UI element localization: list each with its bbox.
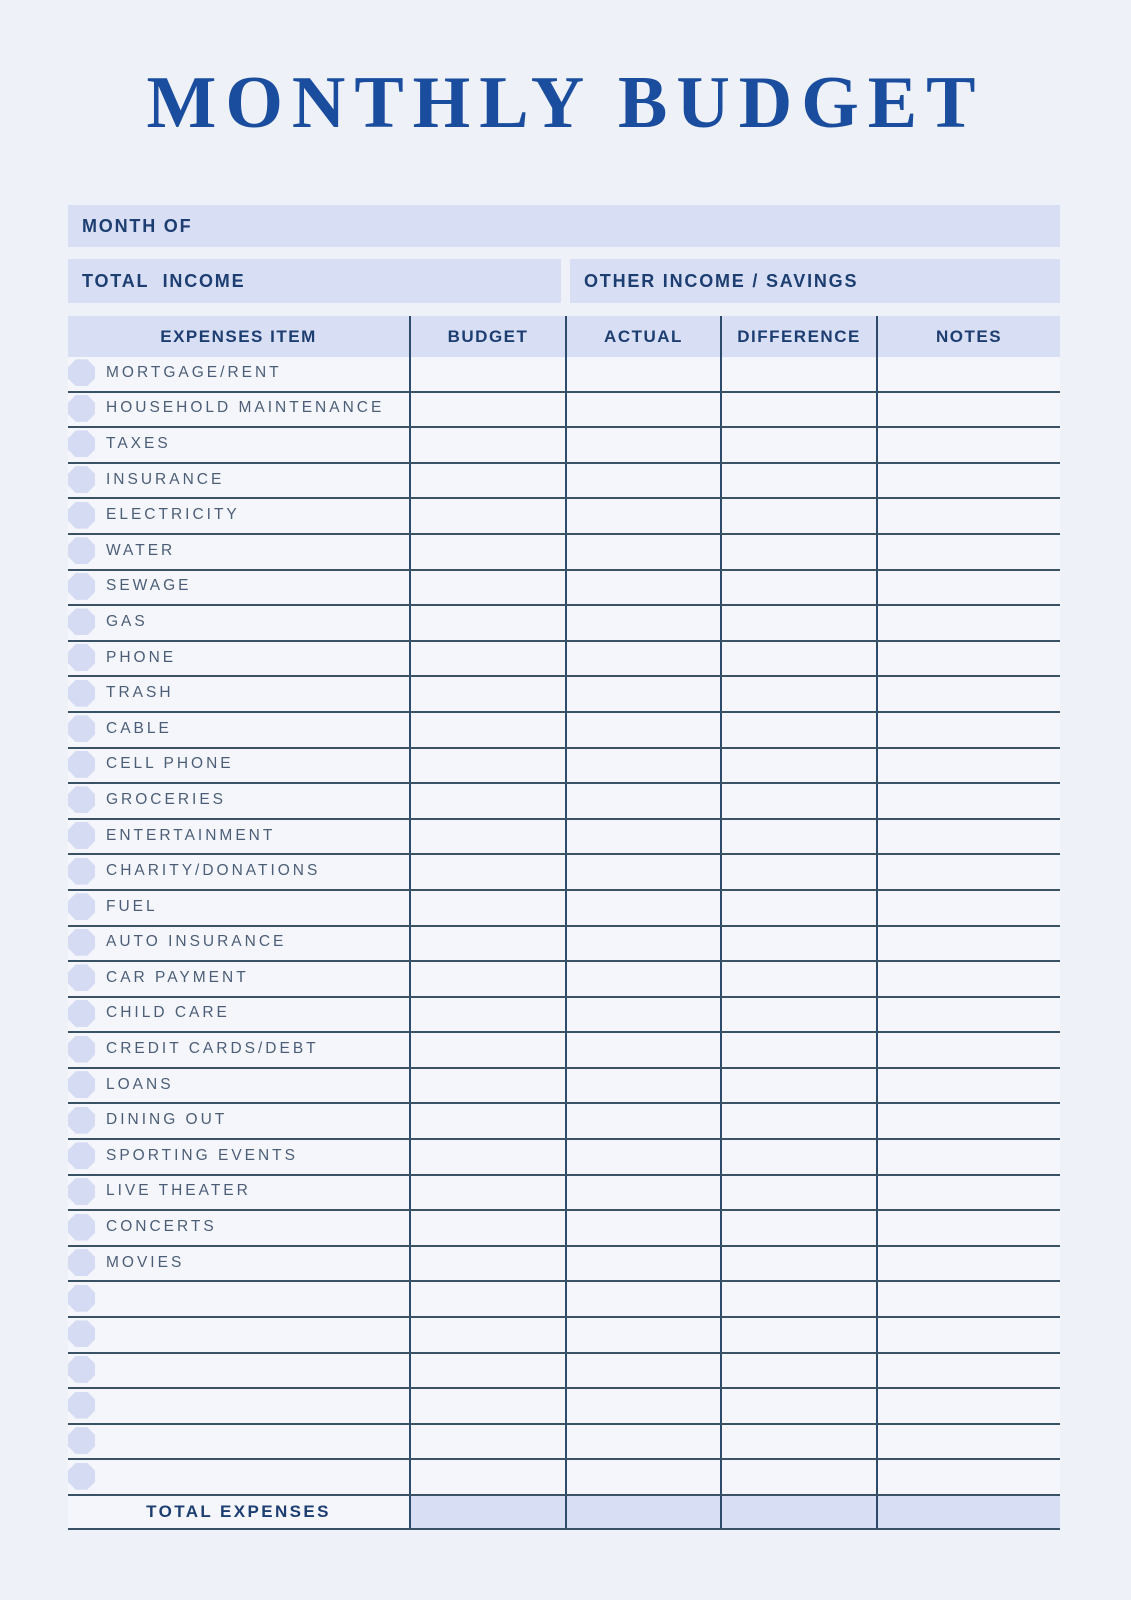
notes-cell[interactable] [876, 820, 1060, 854]
notes-cell[interactable] [876, 571, 1060, 605]
difference-cell[interactable] [720, 998, 876, 1032]
octagon-bullet-icon [68, 751, 95, 778]
notes-cell[interactable] [876, 855, 1060, 889]
actual-cell[interactable] [565, 891, 720, 925]
difference-cell[interactable] [720, 1354, 876, 1388]
actual-cell[interactable] [565, 749, 720, 783]
expense-item-label: ELECTRICITY [106, 506, 240, 524]
difference-cell[interactable] [720, 713, 876, 747]
total-difference-cell[interactable] [720, 1496, 876, 1528]
budget-cell[interactable] [409, 855, 565, 889]
notes-cell[interactable] [876, 606, 1060, 640]
expense-item-label: GROCERIES [106, 790, 227, 808]
expense-item-label: FUEL [106, 897, 158, 915]
octagon-bullet-icon [68, 644, 95, 671]
budget-cell[interactable] [409, 891, 565, 925]
octagon-bullet-icon [68, 1036, 95, 1063]
difference-cell[interactable] [720, 1069, 876, 1103]
actual-cell[interactable] [565, 428, 720, 462]
difference-cell[interactable] [720, 962, 876, 996]
notes-cell[interactable] [876, 677, 1060, 711]
table-row [68, 1247, 1060, 1283]
expense-item-label: CHILD CARE [106, 1004, 230, 1022]
actual-cell[interactable] [565, 1354, 720, 1388]
expense-item-cell [68, 713, 409, 747]
table-header-row [68, 316, 1060, 357]
expense-item-cell [68, 998, 409, 1032]
column-header-notes: NOTES [876, 316, 1060, 357]
table-row [68, 1140, 1060, 1176]
expense-item-label: CAR PAYMENT [106, 968, 249, 986]
budget-cell[interactable] [409, 1389, 565, 1423]
octagon-bullet-icon [68, 1071, 95, 1098]
budget-cell[interactable] [409, 535, 565, 569]
expense-item-cell[interactable] [68, 1389, 409, 1423]
notes-cell[interactable] [876, 1318, 1060, 1352]
budget-cell[interactable] [409, 749, 565, 783]
actual-cell[interactable] [565, 1460, 720, 1494]
actual-cell[interactable] [565, 357, 720, 391]
actual-cell[interactable] [565, 1282, 720, 1316]
difference-cell[interactable] [720, 749, 876, 783]
actual-cell[interactable] [565, 1140, 720, 1174]
budget-cell[interactable] [409, 357, 565, 391]
actual-cell[interactable] [565, 571, 720, 605]
difference-cell[interactable] [720, 1425, 876, 1459]
notes-cell[interactable] [876, 1247, 1060, 1281]
notes-cell[interactable] [876, 1104, 1060, 1138]
budget-cell[interactable] [409, 998, 565, 1032]
column-header-budget: BUDGET [409, 316, 565, 357]
table-row [68, 464, 1060, 500]
octagon-bullet-icon [68, 1285, 95, 1312]
table-row [68, 571, 1060, 607]
budget-cell[interactable] [409, 1282, 565, 1316]
octagon-bullet-icon [68, 359, 95, 386]
actual-cell[interactable] [565, 927, 720, 961]
other-income-savings-label: OTHER INCOME / SAVINGS [584, 270, 859, 291]
actual-cell[interactable] [565, 998, 720, 1032]
expense-item-label: HOUSEHOLD MAINTENANCE [106, 399, 385, 417]
total-actual-cell[interactable] [565, 1496, 720, 1528]
budget-cell[interactable] [409, 1176, 565, 1210]
page-title: MONTHLY BUDGET [146, 62, 985, 144]
difference-cell[interactable] [720, 393, 876, 427]
notes-cell[interactable] [876, 713, 1060, 747]
expense-item-label: CELL PHONE [106, 755, 234, 773]
octagon-bullet-icon [68, 1392, 95, 1419]
budget-cell[interactable] [409, 1247, 565, 1281]
expense-item-cell [68, 1247, 409, 1281]
notes-cell[interactable] [876, 998, 1060, 1032]
expense-item-label: TAXES [106, 434, 171, 452]
difference-cell[interactable] [720, 606, 876, 640]
table-row [68, 749, 1060, 785]
octagon-bullet-icon [68, 964, 95, 991]
expense-item-label: SPORTING EVENTS [106, 1146, 298, 1164]
actual-cell[interactable] [565, 642, 720, 676]
actual-cell[interactable] [565, 820, 720, 854]
table-row [68, 1318, 1060, 1354]
octagon-bullet-icon [68, 430, 95, 457]
table-row [68, 998, 1060, 1034]
notes-cell[interactable] [876, 1033, 1060, 1067]
octagon-bullet-icon [68, 573, 95, 600]
expense-item-cell [68, 606, 409, 640]
budget-cell[interactable] [409, 1354, 565, 1388]
difference-cell[interactable] [720, 1460, 876, 1494]
expense-item-label: DINING OUT [106, 1111, 228, 1129]
octagon-bullet-icon [68, 608, 95, 635]
actual-cell[interactable] [565, 855, 720, 889]
difference-cell[interactable] [720, 1318, 876, 1352]
table-row [68, 1069, 1060, 1105]
table-row [68, 1033, 1060, 1069]
expense-item-cell [68, 1211, 409, 1245]
difference-cell[interactable] [720, 642, 876, 676]
expense-item-cell [68, 1069, 409, 1103]
column-header-expenses-item: EXPENSES ITEM [160, 326, 317, 346]
notes-cell[interactable] [876, 891, 1060, 925]
expense-item-label: INSURANCE [106, 470, 225, 488]
month-of-label: MONTH OF [82, 215, 193, 236]
difference-cell[interactable] [720, 784, 876, 818]
expense-item-cell [68, 357, 409, 391]
table-row [68, 784, 1060, 820]
expense-item-label: LIVE THEATER [106, 1182, 251, 1200]
total-income-input[interactable] [245, 259, 561, 303]
expense-item-cell [68, 749, 409, 783]
octagon-bullet-icon [68, 1320, 95, 1347]
expense-item-cell [68, 891, 409, 925]
budget-cell[interactable] [409, 820, 565, 854]
table-row [68, 1211, 1060, 1247]
expense-item-cell[interactable] [68, 1425, 409, 1459]
table-row [68, 891, 1060, 927]
expense-item-cell [68, 464, 409, 498]
total-notes-cell[interactable] [876, 1496, 1060, 1528]
expense-item-label: CONCERTS [106, 1218, 217, 1236]
budget-cell[interactable] [409, 464, 565, 498]
octagon-bullet-icon [68, 680, 95, 707]
octagon-bullet-icon [68, 929, 95, 956]
octagon-bullet-icon [68, 1463, 95, 1490]
notes-cell[interactable] [876, 1389, 1060, 1423]
notes-cell[interactable] [876, 962, 1060, 996]
budget-cell[interactable] [409, 1033, 565, 1067]
difference-cell[interactable] [720, 1247, 876, 1281]
difference-cell[interactable] [720, 820, 876, 854]
expense-item-cell [68, 820, 409, 854]
expense-item-cell [68, 1176, 409, 1210]
expense-item-label: WATER [106, 541, 176, 559]
expense-item-cell[interactable] [68, 1354, 409, 1388]
notes-cell[interactable] [876, 357, 1060, 391]
expense-item-cell [68, 677, 409, 711]
actual-cell[interactable] [565, 1211, 720, 1245]
notes-cell[interactable] [876, 1140, 1060, 1174]
budget-cell[interactable] [409, 571, 565, 605]
column-header-actual: ACTUAL [565, 316, 720, 357]
actual-cell[interactable] [565, 606, 720, 640]
notes-cell[interactable] [876, 1211, 1060, 1245]
octagon-bullet-icon [68, 502, 95, 529]
budget-cell[interactable] [409, 927, 565, 961]
difference-cell[interactable] [720, 1033, 876, 1067]
table-row [68, 1282, 1060, 1318]
difference-cell[interactable] [720, 891, 876, 925]
table-row [68, 1104, 1060, 1140]
difference-cell[interactable] [720, 677, 876, 711]
expense-item-cell [68, 1033, 409, 1067]
actual-cell[interactable] [565, 1069, 720, 1103]
table-row [68, 855, 1060, 891]
notes-cell[interactable] [876, 927, 1060, 961]
total-income-band [68, 259, 561, 303]
notes-cell[interactable] [876, 784, 1060, 818]
expense-item-cell [68, 855, 409, 889]
table-row [68, 1425, 1060, 1461]
difference-cell[interactable] [720, 1282, 876, 1316]
expense-item-label: LOANS [106, 1075, 174, 1093]
octagon-bullet-icon [68, 395, 95, 422]
difference-cell[interactable] [720, 1140, 876, 1174]
expense-item-label: MORTGAGE/RENT [106, 363, 282, 381]
octagon-bullet-icon [68, 1107, 95, 1134]
budget-cell[interactable] [409, 1140, 565, 1174]
octagon-bullet-icon [68, 1249, 95, 1276]
octagon-bullet-icon [68, 537, 95, 564]
other-income-savings-input[interactable] [858, 259, 1060, 303]
expense-item-label: CREDIT CARDS/DEBT [106, 1040, 319, 1058]
octagon-bullet-icon [68, 1427, 95, 1454]
difference-cell[interactable] [720, 1389, 876, 1423]
notes-cell[interactable] [876, 464, 1060, 498]
notes-cell[interactable] [876, 499, 1060, 533]
octagon-bullet-icon [68, 715, 95, 742]
expense-item-cell [68, 393, 409, 427]
difference-cell[interactable] [720, 464, 876, 498]
expense-item-cell [68, 499, 409, 533]
total-budget-cell[interactable] [409, 1496, 565, 1528]
month-of-input[interactable] [192, 205, 1060, 247]
table-row [68, 1354, 1060, 1390]
table-row [68, 927, 1060, 963]
table-row [68, 1389, 1060, 1425]
budget-cell[interactable] [409, 1211, 565, 1245]
table-row [68, 357, 1060, 393]
budget-cell[interactable] [409, 642, 565, 676]
actual-cell[interactable] [565, 784, 720, 818]
expenses-table-body [68, 357, 1060, 1496]
actual-cell[interactable] [565, 1389, 720, 1423]
actual-cell[interactable] [565, 1176, 720, 1210]
octagon-bullet-icon [68, 858, 95, 885]
other-income-savings-band [570, 259, 1060, 303]
difference-cell[interactable] [720, 927, 876, 961]
difference-cell[interactable] [720, 1176, 876, 1210]
actual-cell[interactable] [565, 962, 720, 996]
budget-cell[interactable] [409, 606, 565, 640]
difference-cell[interactable] [720, 535, 876, 569]
expense-item-label: CHARITY/DONATIONS [106, 862, 321, 880]
octagon-bullet-icon [68, 822, 95, 849]
expense-item-cell [68, 571, 409, 605]
expense-item-label: MOVIES [106, 1253, 185, 1271]
expense-item-label: GAS [106, 612, 148, 630]
actual-cell[interactable] [565, 1425, 720, 1459]
actual-cell[interactable] [565, 393, 720, 427]
table-row [68, 642, 1060, 678]
table-row [68, 1460, 1060, 1496]
notes-cell[interactable] [876, 1282, 1060, 1316]
difference-cell[interactable] [720, 499, 876, 533]
expense-item-cell [68, 642, 409, 676]
octagon-bullet-icon [68, 466, 95, 493]
table-row [68, 606, 1060, 642]
expense-item-cell [68, 535, 409, 569]
notes-cell[interactable] [876, 428, 1060, 462]
actual-cell[interactable] [565, 464, 720, 498]
expense-item-cell[interactable] [68, 1282, 409, 1316]
notes-cell[interactable] [876, 535, 1060, 569]
table-row [68, 535, 1060, 571]
budget-cell[interactable] [409, 713, 565, 747]
actual-cell[interactable] [565, 1318, 720, 1352]
budget-cell[interactable] [409, 677, 565, 711]
table-row [68, 428, 1060, 464]
expense-item-label: CABLE [106, 719, 172, 737]
octagon-bullet-icon [68, 1356, 95, 1383]
expense-item-label: SEWAGE [106, 577, 192, 595]
octagon-bullet-icon [68, 893, 95, 920]
octagon-bullet-icon [68, 1000, 95, 1027]
table-row [68, 1176, 1060, 1212]
actual-cell[interactable] [565, 1247, 720, 1281]
budget-cell[interactable] [409, 784, 565, 818]
budget-cell[interactable] [409, 428, 565, 462]
budget-cell[interactable] [409, 393, 565, 427]
expense-item-cell[interactable] [68, 1318, 409, 1352]
difference-cell[interactable] [720, 1104, 876, 1138]
actual-cell[interactable] [565, 1104, 720, 1138]
expense-item-label: ENTERTAINMENT [106, 826, 276, 844]
budget-cell[interactable] [409, 1460, 565, 1494]
octagon-bullet-icon [68, 1214, 95, 1241]
notes-cell[interactable] [876, 1460, 1060, 1494]
budget-cell[interactable] [409, 1104, 565, 1138]
notes-cell[interactable] [876, 642, 1060, 676]
actual-cell[interactable] [565, 677, 720, 711]
octagon-bullet-icon [68, 1142, 95, 1169]
table-row [68, 499, 1060, 535]
table-row [68, 962, 1060, 998]
expense-item-cell [68, 927, 409, 961]
total-income-label: TOTAL INCOME [82, 270, 246, 291]
octagon-bullet-icon [68, 786, 95, 813]
budget-cell[interactable] [409, 1425, 565, 1459]
total-expenses-row [68, 1496, 1060, 1530]
total-expenses-label: TOTAL EXPENSES [146, 1502, 331, 1521]
expense-item-cell [68, 962, 409, 996]
notes-cell[interactable] [876, 749, 1060, 783]
expense-item-label: AUTO INSURANCE [106, 933, 287, 951]
notes-cell[interactable] [876, 1354, 1060, 1388]
table-row [68, 393, 1060, 429]
budget-cell[interactable] [409, 962, 565, 996]
actual-cell[interactable] [565, 1033, 720, 1067]
difference-cell[interactable] [720, 428, 876, 462]
difference-cell[interactable] [720, 1211, 876, 1245]
expense-item-label: TRASH [106, 684, 174, 702]
table-row [68, 713, 1060, 749]
actual-cell[interactable] [565, 499, 720, 533]
notes-cell[interactable] [876, 1176, 1060, 1210]
expenses-table [68, 316, 1060, 1530]
budget-cell[interactable] [409, 1069, 565, 1103]
expense-item-cell[interactable] [68, 1460, 409, 1494]
column-header-difference: DIFFERENCE [720, 316, 876, 357]
expense-item-cell [68, 1140, 409, 1174]
month-of-band [68, 205, 1060, 247]
budget-cell[interactable] [409, 499, 565, 533]
total-expenses-label-cell [68, 1496, 409, 1528]
expense-item-cell [68, 428, 409, 462]
difference-cell[interactable] [720, 855, 876, 889]
octagon-bullet-icon [68, 1178, 95, 1205]
notes-cell[interactable] [876, 1069, 1060, 1103]
expense-item-cell [68, 1104, 409, 1138]
notes-cell[interactable] [876, 393, 1060, 427]
expense-item-cell [68, 784, 409, 818]
budget-cell[interactable] [409, 1318, 565, 1352]
actual-cell[interactable] [565, 713, 720, 747]
notes-cell[interactable] [876, 1425, 1060, 1459]
table-row [68, 677, 1060, 713]
difference-cell[interactable] [720, 357, 876, 391]
actual-cell[interactable] [565, 535, 720, 569]
table-row [68, 820, 1060, 856]
expense-item-label: PHONE [106, 648, 177, 666]
difference-cell[interactable] [720, 571, 876, 605]
